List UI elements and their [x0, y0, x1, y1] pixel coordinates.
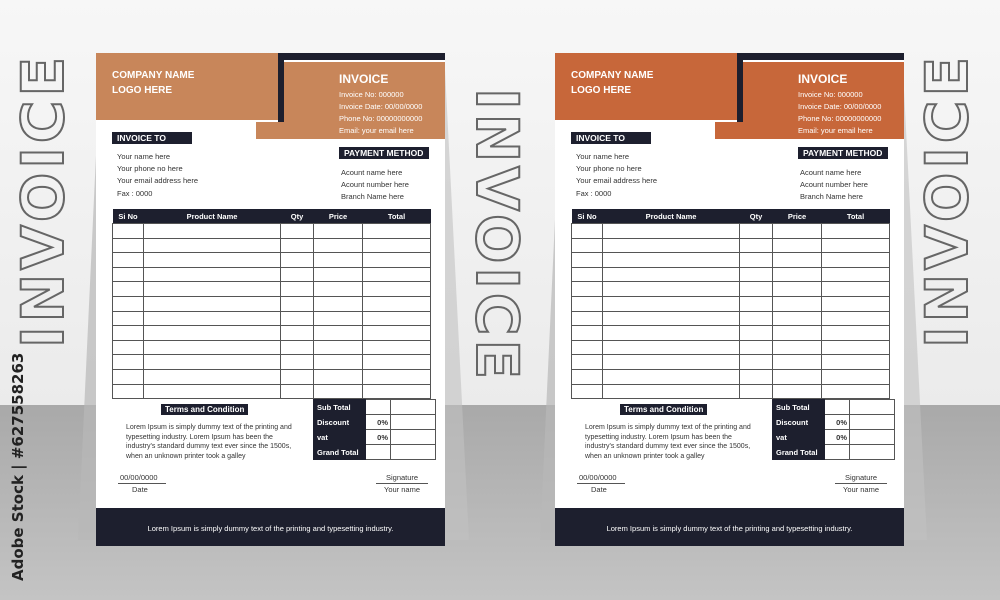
- table-cell: [773, 326, 822, 341]
- table-cell: [773, 369, 822, 384]
- table-cell: [822, 355, 890, 370]
- vat-pct: 0%: [366, 430, 391, 445]
- table-cell: [144, 340, 281, 355]
- table-cell: [740, 238, 773, 253]
- account-name: Acount name here: [800, 168, 862, 177]
- discount-value: [850, 415, 895, 430]
- payment-method-label: PAYMENT METHOD: [339, 147, 429, 159]
- client-phone: Your phone no here: [117, 164, 183, 173]
- table-cell: [822, 253, 890, 268]
- table-cell: [773, 340, 822, 355]
- table-cell: [314, 238, 363, 253]
- table-cell: [572, 340, 603, 355]
- logo-placeholder: LOGO HERE: [571, 85, 632, 96]
- table-cell: [314, 384, 363, 399]
- grand-total-pct: [825, 445, 850, 460]
- table-cell: [822, 340, 890, 355]
- table-row: [113, 238, 431, 253]
- totals-row: [314, 400, 436, 415]
- table-cell: [144, 224, 281, 239]
- table-cell: [363, 355, 431, 370]
- table-cell: [773, 267, 822, 282]
- invoice-number: Invoice No: 000000: [339, 90, 404, 99]
- account-name: Acount name here: [341, 168, 403, 177]
- col-si-no: Si No: [113, 209, 144, 224]
- signature-name: Your name: [843, 485, 879, 494]
- table-row: [113, 340, 431, 355]
- table-cell: [822, 369, 890, 384]
- table-row: [572, 267, 890, 282]
- table-cell: [314, 355, 363, 370]
- table-cell: [773, 282, 822, 297]
- branch-name: Branch Name here: [800, 192, 863, 201]
- signature-name: Your name: [384, 485, 420, 494]
- client-name: Your name here: [576, 152, 630, 161]
- table-cell: [113, 224, 144, 239]
- invoice-number: Invoice No: 000000: [798, 90, 863, 99]
- table-cell: [363, 238, 431, 253]
- table-row: [113, 296, 431, 311]
- grand-total-value: [391, 445, 436, 460]
- table-cell: [740, 355, 773, 370]
- totals-row: [314, 430, 436, 445]
- table-cell: [281, 253, 314, 268]
- col-qty: Qty: [740, 209, 773, 224]
- date-value: 00/00/0000: [120, 473, 158, 482]
- signature-label: Signature: [386, 473, 419, 482]
- logo-placeholder: LOGO HERE: [112, 85, 173, 96]
- table-cell: [363, 282, 431, 297]
- date-label: Date: [591, 485, 607, 494]
- table-cell: [773, 384, 822, 399]
- table-cell: [822, 267, 890, 282]
- table-cell: [603, 311, 740, 326]
- table-cell: [603, 355, 740, 370]
- account-number: Acount number here: [800, 180, 868, 189]
- table-cell: [113, 340, 144, 355]
- table-cell: [281, 267, 314, 282]
- signature-label: Signature: [845, 473, 878, 482]
- header-step: [715, 122, 743, 139]
- invoice-document-1: [96, 53, 445, 546]
- table-cell: [281, 340, 314, 355]
- table-row: [572, 384, 890, 399]
- table-row: [113, 311, 431, 326]
- subtotal-pct: [825, 400, 850, 415]
- client-phone: Your phone no here: [576, 164, 642, 173]
- table-cell: [572, 238, 603, 253]
- vat-pct: 0%: [825, 430, 850, 445]
- table-cell: [822, 384, 890, 399]
- table-cell: [281, 224, 314, 239]
- table-row: [113, 253, 431, 268]
- table-cell: [363, 340, 431, 355]
- col-product-name: Product Name: [144, 209, 281, 224]
- side-word-middle: INVOICE: [463, 88, 531, 384]
- table-cell: [740, 326, 773, 341]
- invoice-to-label: INVOICE TO: [571, 132, 651, 144]
- table-row: [113, 355, 431, 370]
- table-cell: [603, 282, 740, 297]
- col-price: Price: [314, 209, 363, 224]
- col-si-no: Si No: [572, 209, 603, 224]
- table-cell: [281, 238, 314, 253]
- table-cell: [740, 311, 773, 326]
- table-cell: [363, 369, 431, 384]
- table-cell: [363, 326, 431, 341]
- invoice-date: Invoice Date: 00/00/0000: [798, 102, 882, 111]
- table-cell: [773, 355, 822, 370]
- discount-pct: 0%: [366, 415, 391, 430]
- table-cell: [363, 253, 431, 268]
- table-cell: [740, 369, 773, 384]
- table-cell: [113, 326, 144, 341]
- client-email: Your email address here: [117, 176, 199, 185]
- table-cell: [113, 238, 144, 253]
- table-cell: [572, 384, 603, 399]
- table-cell: [363, 296, 431, 311]
- vat-label: vat: [773, 430, 825, 445]
- table-cell: [603, 267, 740, 282]
- table-cell: [281, 355, 314, 370]
- table-cell: [144, 384, 281, 399]
- date-line: [577, 483, 625, 484]
- table-cell: [144, 369, 281, 384]
- table-row: [113, 326, 431, 341]
- table-cell: [740, 296, 773, 311]
- table-row: [113, 267, 431, 282]
- table-cell: [363, 224, 431, 239]
- product-table: [112, 209, 431, 399]
- table-cell: [144, 296, 281, 311]
- table-cell: [314, 296, 363, 311]
- table-cell: [144, 355, 281, 370]
- company-name: COMPANY NAME: [112, 70, 195, 81]
- table-row: [113, 384, 431, 399]
- table-row: [572, 253, 890, 268]
- table-cell: [572, 224, 603, 239]
- company-box: [555, 53, 737, 120]
- table-cell: [773, 224, 822, 239]
- stock-watermark: Adobe Stock | #627558263: [9, 352, 27, 581]
- vat-label: vat: [314, 430, 366, 445]
- table-cell: [314, 253, 363, 268]
- table-cell: [281, 326, 314, 341]
- table-cell: [113, 369, 144, 384]
- grand-total-label: Grand Total: [314, 445, 366, 460]
- totals-table: [313, 399, 436, 460]
- table-cell: [740, 384, 773, 399]
- table-cell: [773, 253, 822, 268]
- footer-bar: [555, 508, 904, 546]
- totals-row: [773, 415, 895, 430]
- table-cell: [113, 267, 144, 282]
- terms-text: Lorem Ipsum is simply dummy text of the printing and typesetting industry. Lorem Ipsum has been the industry's standard dummy text ever since the 1500s, when an unknown printer took a galley: [126, 424, 292, 460]
- col-total: Total: [822, 209, 890, 224]
- col-product-name: Product Name: [603, 209, 740, 224]
- table-cell: [572, 311, 603, 326]
- invoice-email: Email: your email here: [798, 126, 873, 135]
- discount-pct: 0%: [825, 415, 850, 430]
- client-name: Your name here: [117, 152, 171, 161]
- totals-row: [773, 430, 895, 445]
- table-cell: [740, 253, 773, 268]
- table-cell: [144, 282, 281, 297]
- table-cell: [603, 326, 740, 341]
- table-cell: [822, 224, 890, 239]
- table-row: [572, 369, 890, 384]
- table-cell: [822, 296, 890, 311]
- table-cell: [572, 296, 603, 311]
- table-cell: [572, 369, 603, 384]
- table-cell: [363, 384, 431, 399]
- table-cell: [740, 224, 773, 239]
- table-row: [572, 282, 890, 297]
- table-cell: [144, 311, 281, 326]
- table-cell: [314, 326, 363, 341]
- footer-bar: [96, 508, 445, 546]
- table-row: [572, 238, 890, 253]
- table-body: [113, 224, 431, 399]
- invoice-to-label: INVOICE TO: [112, 132, 192, 144]
- footer-text: Lorem Ipsum is simply dummy text of the printing and typesetting industry.: [147, 524, 394, 533]
- grand-total-label: Grand Total: [773, 445, 825, 460]
- discount-value: [391, 415, 436, 430]
- table-row: [113, 369, 431, 384]
- table-cell: [314, 369, 363, 384]
- table-cell: [281, 282, 314, 297]
- table-cell: [113, 384, 144, 399]
- invoice-title: INVOICE: [798, 72, 848, 86]
- table-row: [572, 224, 890, 239]
- signature-line: [835, 483, 887, 484]
- table-cell: [113, 253, 144, 268]
- table-cell: [113, 296, 144, 311]
- col-qty: Qty: [281, 209, 314, 224]
- terms-text: Lorem Ipsum is simply dummy text of the printing and typesetting industry. Lorem Ipsum has been the industry's standard dummy text ever since the 1500s, when an unknown printer took a galley: [585, 424, 751, 460]
- table-cell: [572, 267, 603, 282]
- table-cell: [773, 296, 822, 311]
- table-row: [572, 340, 890, 355]
- totals-row: [314, 445, 436, 460]
- table-cell: [822, 238, 890, 253]
- table-cell: [603, 384, 740, 399]
- subtotal-label: Sub Total: [314, 400, 366, 415]
- table-row: [572, 311, 890, 326]
- date-value: 00/00/0000: [579, 473, 617, 482]
- terms-label: Terms and Condition: [620, 404, 707, 415]
- subtotal-label: Sub Total: [773, 400, 825, 415]
- table-cell: [773, 311, 822, 326]
- invoice-box: [284, 62, 445, 139]
- table-row: [572, 326, 890, 341]
- header-step: [256, 122, 284, 139]
- subtotal-value: [391, 400, 436, 415]
- table-cell: [314, 282, 363, 297]
- table-cell: [113, 311, 144, 326]
- client-fax: Fax : 0000: [576, 189, 612, 198]
- totals-row: [314, 415, 436, 430]
- table-row: [572, 355, 890, 370]
- table-cell: [314, 224, 363, 239]
- subtotal-pct: [366, 400, 391, 415]
- company-box: [96, 53, 278, 120]
- col-total: Total: [363, 209, 431, 224]
- signature-line: [376, 483, 428, 484]
- side-word-left: INVOICE: [9, 52, 77, 348]
- side-word-right: INVOICE: [913, 52, 981, 348]
- table-cell: [572, 355, 603, 370]
- table-cell: [314, 267, 363, 282]
- vat-value: [850, 430, 895, 445]
- footer-text: Lorem Ipsum is simply dummy text of the printing and typesetting industry.: [606, 524, 853, 533]
- grand-total-pct: [366, 445, 391, 460]
- table-cell: [281, 384, 314, 399]
- table-cell: [363, 311, 431, 326]
- table-cell: [144, 326, 281, 341]
- table-cell: [773, 238, 822, 253]
- company-name: COMPANY NAME: [571, 70, 654, 81]
- table-cell: [113, 355, 144, 370]
- table-cell: [281, 311, 314, 326]
- table-cell: [603, 340, 740, 355]
- table-cell: [603, 253, 740, 268]
- table-cell: [603, 224, 740, 239]
- vat-value: [391, 430, 436, 445]
- table-cell: [822, 311, 890, 326]
- table-cell: [281, 296, 314, 311]
- table-cell: [822, 282, 890, 297]
- invoice-title: INVOICE: [339, 72, 389, 86]
- totals-table: [772, 399, 895, 460]
- table-cell: [740, 282, 773, 297]
- table-cell: [603, 296, 740, 311]
- table-cell: [603, 369, 740, 384]
- invoice-box: [743, 62, 904, 139]
- table-cell: [572, 282, 603, 297]
- date-line: [118, 483, 166, 484]
- col-price: Price: [773, 209, 822, 224]
- table-cell: [144, 267, 281, 282]
- table-cell: [740, 267, 773, 282]
- table-cell: [314, 311, 363, 326]
- invoice-phone: Phone No: 00000000000: [798, 114, 882, 123]
- table-cell: [363, 267, 431, 282]
- table-row: [113, 282, 431, 297]
- payment-method-label: PAYMENT METHOD: [798, 147, 888, 159]
- totals-row: [773, 400, 895, 415]
- terms-label: Terms and Condition: [161, 404, 248, 415]
- table-cell: [572, 326, 603, 341]
- table-body: [572, 224, 890, 399]
- table-cell: [144, 253, 281, 268]
- discount-label: Discount: [773, 415, 825, 430]
- client-fax: Fax : 0000: [117, 189, 153, 198]
- invoice-email: Email: your email here: [339, 126, 414, 135]
- table-cell: [603, 238, 740, 253]
- invoice-document-2: [555, 53, 904, 546]
- product-table: [571, 209, 890, 399]
- totals-row: [773, 445, 895, 460]
- grand-total-value: [850, 445, 895, 460]
- table-cell: [281, 369, 314, 384]
- subtotal-value: [850, 400, 895, 415]
- table-cell: [572, 253, 603, 268]
- account-number: Acount number here: [341, 180, 409, 189]
- branch-name: Branch Name here: [341, 192, 404, 201]
- table-cell: [314, 340, 363, 355]
- invoice-date: Invoice Date: 00/00/0000: [339, 102, 423, 111]
- table-cell: [144, 238, 281, 253]
- discount-label: Discount: [314, 415, 366, 430]
- table-cell: [740, 340, 773, 355]
- date-label: Date: [132, 485, 148, 494]
- client-email: Your email address here: [576, 176, 658, 185]
- table-row: [572, 296, 890, 311]
- table-row: [113, 224, 431, 239]
- table-cell: [113, 282, 144, 297]
- invoice-phone: Phone No: 00000000000: [339, 114, 423, 123]
- table-cell: [822, 326, 890, 341]
